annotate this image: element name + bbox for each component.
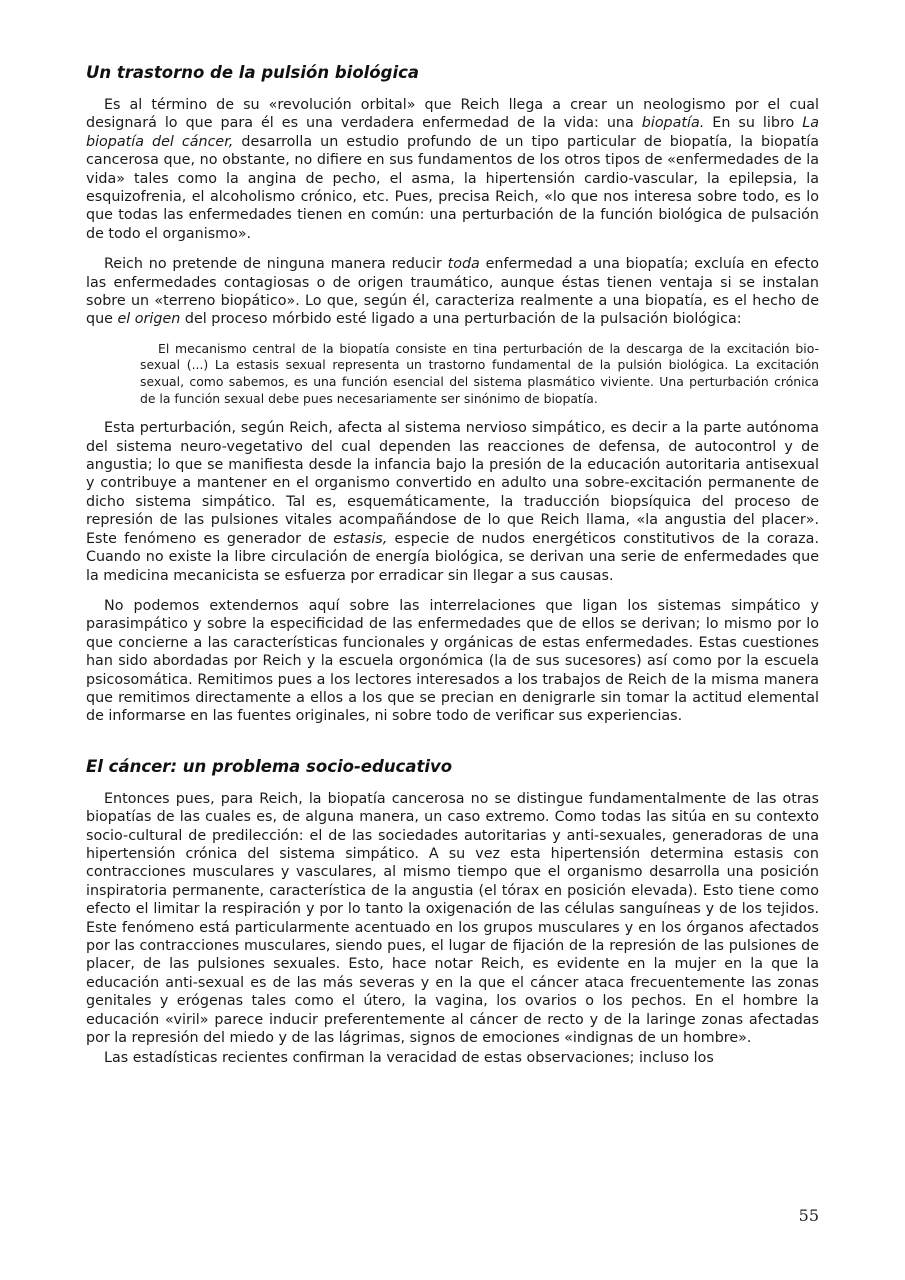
section-heading-cancer: El cáncer: un problema socio-educativo	[86, 756, 453, 776]
paragraph: No podemos extendernos aquí sobre las interrelaciones que ligan los sistemas simpático y parasimpático y sobre la especificidad de las enfermedades que de ellos se derivan; lo mismo por lo que concierne a las características funcionales y orgánicas de estas enfermedades. Estas cuestiones han sido abordadas por Reich y la escuela orgonómica (la de sus sucesores) así como por la escuela psicosomática. Remitimos pues a los lectores interesados a los trabajos de Reich de la misma manera que remitimos directamente a ellos a los que se precian en denigrarle sin tomar la actitud elemental de informarse en las fuentes originales, ni sobre todo de verificar sus experiencias.	[86, 597, 819, 725]
paragraph	[86, 255, 819, 329]
emphasis-text: el origen	[117, 311, 181, 328]
text-run: desarrolla un estudio profundo de un tipo particular de biopatía, la biopatía cancerosa que, no obstante, no difiere en sus fundamentos de los otros tipos de «enfermedades de la vida» tales como la angina de pecho, el asma, la hipertensión cardio-vascular, la epilepsia, la esquizofrenia, el alcoholismo crónico, etc. Pues, precisa Reich, «lo que nos interesa sobre todo, es lo que todas las enfermedades tienen en común: una perturbación de la función biológica de pulsación de todo el organismo».	[86, 133, 819, 242]
emphasis-text: biopatía.	[641, 115, 705, 132]
block-quote: El mecanismo central de la biopatía consiste en tina perturbación de la descarga de la excitación bio-sexual (...) La estasis sexual representa un trastorno fundamental de la pulsión biológica. La excitación sexual, como sabemos, es una función esencial del sistema plasmático viviente. Una perturbación crónica de la función sexual debe pues necesariamente ser sinónimo de biopatía.	[140, 340, 819, 406]
text-run: Reich no pretende de ninguna manera reducir	[104, 256, 448, 273]
paragraph	[86, 96, 819, 243]
text-run: especie de nudos energéticos constitutivos de la coraza. Cuando no existe la libre circulación de energía biológica, se derivan una serie de enfermedades que la medicina mecanicista se esfuerza por erradicar sin llegar a sus causas.	[86, 530, 819, 584]
paragraph: Entonces pues, para Reich, la biopatía cancerosa no se distingue fundamentalmente de las otras biopatías de las cuales es, de alguna manera, un caso extremo. Como todas las sitúa en su contexto socio-cultural de predilección: el de las sociedades autoritarias y anti-sexuales, generadoras de una hipertensión crónica del sistema simpático. A su vez esta hipertensión determina estasis con contracciones musculares y vasculares, al mismo tiempo que el organismo desarrolla una posición inspiratoria permanente, característica de la angustia (el tórax en posición elevada). Esto tiene como efecto el limitar la respiración y por lo tanto la oxigenación de las células sanguíneas y de los tejidos. Este fenómeno está particularmente acentuado en los grupos musculares y en los órganos afectados por las contracciones musculares, siendo pues, el lugar de fijación de la represión de las pulsiones de placer, de las pulsiones sexuales. Esto, hace notar Reich, es evidente en la mujer en la que la educación anti-sexual es de las más severas y en la que el cáncer ataca frecuentemente las zonas genitales y erógenas tales como el útero, la vagina, los ovarios o los pechos. En el hombre la educación «viril» parece inducir preferentemente al cáncer de recto y de la laringe zonas afectadas por la represión del miedo y de las lágrimas, signos de emociones «indignas de un hombre».	[86, 790, 819, 1047]
document-page	[86, 62, 819, 1068]
emphasis-text: toda	[447, 256, 480, 273]
emphasis-text: estasis,	[333, 530, 388, 547]
text-run: del proceso mórbido esté ligado a una perturbación de la pulsación biológica:	[180, 311, 742, 328]
text-run: enfermedad a una biopatía; excluía en efecto las enfermedades contagiosas o de origen traumático, aunque éstas tienen ventaja si se instalan sobre un «terreno biopático». Lo que, según él, caracteriza realmente a una biopatía, es el hecho de que	[86, 256, 819, 328]
text-run: Esta perturbación, según Reich, afecta al sistema nervioso simpático, es decir a la parte autónoma del sistema neuro-vegetativo del cual dependen las reacciones de defensa, de autocontrol y de angustia; lo que se manifiesta desde la infancia bajo la presión de la educación autoritaria antisexual y contribuye a mantener en el organismo convertido en adulto una sobre-excitación permanente de dicho sistema simpático. Tal es, esquemáticamente, la traducción biopsíquica del proceso de represión de las pulsiones vitales acompañándose de lo que Reich llama, «la angustia del placer». Este fenómeno es generador de	[86, 420, 819, 547]
section-heading-trastorno: Un trastorno de la pulsión biológica	[86, 63, 420, 82]
book-title: La biopatía del cáncer,	[86, 115, 819, 150]
text-run: Es al término de su «revolución orbital» que Reich llega a crear un neologismo por el cual designará lo que para él es una verdadera enfermedad de la vida: una	[86, 97, 819, 132]
page-number: 55	[798, 1206, 819, 1225]
paragraph: Las estadísticas recientes confirman la veracidad de estas observaciones; incluso los	[104, 1050, 714, 1067]
text-run: En su libro	[704, 115, 803, 132]
paragraph	[86, 419, 819, 585]
